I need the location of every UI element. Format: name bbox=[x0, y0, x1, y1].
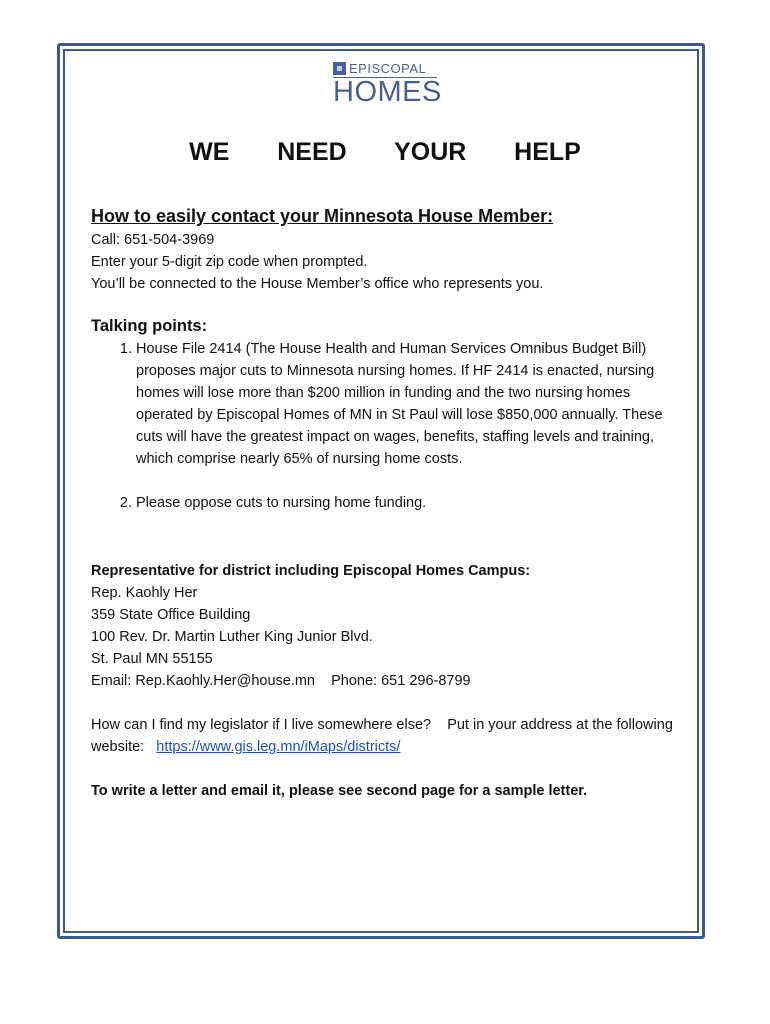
contact-heading: How to easily contact your Minnesota House Member: bbox=[91, 206, 554, 226]
representative-email-phone: Email: Rep.Kaohly.Her@house.mn Phone: 651 296-8799 bbox=[91, 673, 471, 689]
episcopal-homes-logo bbox=[333, 58, 443, 108]
talking-point-item: 1. House File 2414 (The House Health and Human Services Omnibus Budget Bill) proposes major cuts to Minnesota nursing homes. If HF 2414 is enacted, nursing homes will lose more than $200 million in funding and the two nursing homes operated by Episcopal Homes of MN in St Paul will lose $850,000 annually. These cuts will have the greatest impact on wages, benefits, staffing levels and training, which comprise nearly 65% of nursing home costs. bbox=[136, 338, 686, 470]
sample-letter-note: To write a letter and email it, please see second page for a sample letter. bbox=[91, 783, 588, 799]
representative-city: St. Paul MN 55155 bbox=[91, 651, 213, 667]
page-title: WE NEED YOUR HELP bbox=[189, 138, 581, 166]
find-legislator-text: How can I find my legislator if I live somewhere else? Put in your address at the following website: bbox=[91, 717, 677, 755]
talking-points-list bbox=[91, 338, 686, 514]
logo-episcopal-text: EPISCOPAL bbox=[349, 61, 427, 76]
document-body bbox=[91, 204, 686, 802]
districts-link[interactable]: https://www.gis.leg.mn/iMaps/districts/ bbox=[156, 739, 401, 755]
representative-office: 359 State Office Building bbox=[91, 607, 251, 623]
talking-points-heading: Talking points: bbox=[91, 317, 208, 335]
contact-line-zip: Enter your 5-digit zip code when prompted. bbox=[91, 254, 368, 270]
find-legislator-paragraph bbox=[91, 714, 686, 758]
representative-street: 100 Rev. Dr. Martin Luther King Junior Blvd. bbox=[91, 629, 373, 645]
contact-line-connected: You’ll be connected to the House Member’s office who represents you. bbox=[91, 276, 544, 292]
representative-heading: Representative for district including Episcopal Homes Campus: bbox=[91, 563, 531, 579]
representative-name: Rep. Kaohly Her bbox=[91, 585, 198, 601]
talking-point-item: 2. Please oppose cuts to nursing home funding. bbox=[136, 492, 686, 514]
logo-square-icon bbox=[333, 62, 346, 75]
contact-line-call: Call: 651-504-3969 bbox=[91, 232, 215, 248]
logo-homes-text: HOMES bbox=[333, 76, 442, 108]
